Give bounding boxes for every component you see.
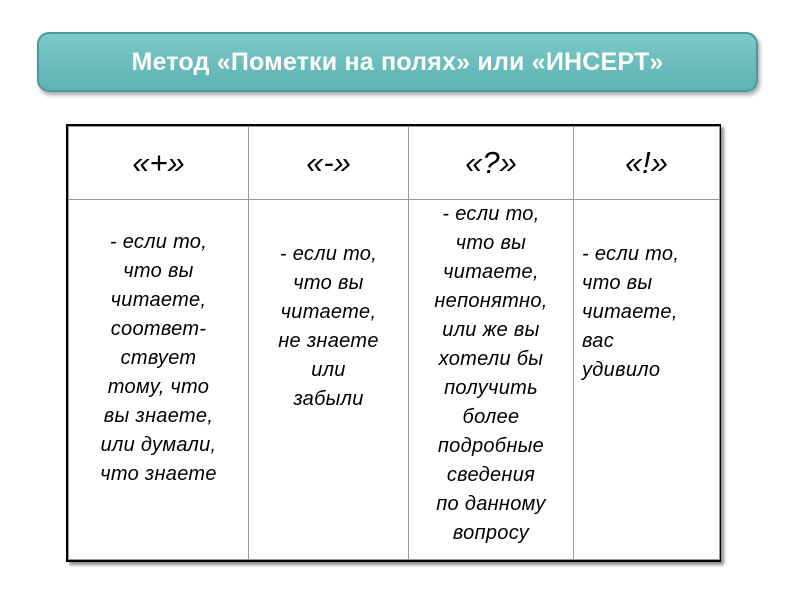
cell-line: читаете,	[280, 301, 377, 323]
cell-line: читаете,	[582, 301, 678, 323]
header-question: «?»	[409, 127, 574, 200]
cell-line: соответ-	[110, 318, 207, 340]
cell-line: подробные	[437, 435, 545, 457]
cell-plus	[69, 200, 249, 560]
cell-line: или же вы	[442, 319, 540, 341]
cell-line: читаете,	[110, 289, 207, 311]
table-header-row	[69, 127, 720, 200]
cell-line: что вы	[293, 272, 364, 294]
cell-minus	[249, 200, 409, 560]
cell-line: что вы	[455, 232, 527, 254]
cell-line: получить	[444, 377, 538, 399]
cell-line: непонятно,	[434, 290, 548, 312]
cell-line: или	[311, 359, 346, 381]
cell-exclamation	[574, 200, 720, 560]
cell-line: читаете,	[443, 261, 539, 283]
cell-line: что вы	[123, 260, 194, 282]
title-banner	[37, 32, 758, 92]
cell-line: вы знаете,	[103, 405, 214, 427]
insert-table	[66, 124, 721, 562]
cell-line: - если то,	[279, 243, 378, 265]
cell-line: не знаете	[278, 330, 379, 352]
cell-line: вас	[582, 330, 615, 352]
cell-line: по данному	[436, 493, 546, 515]
cell-line: - если то,	[442, 203, 540, 225]
header-exclamation: «!»	[574, 127, 720, 200]
table-body-row	[69, 200, 720, 560]
cell-line: что знаете	[100, 463, 217, 485]
header-plus: «+»	[69, 127, 249, 200]
cell-line: вопросу	[452, 522, 530, 544]
cell-line: ствует	[120, 347, 197, 369]
cell-line: сведения	[446, 464, 536, 486]
cell-line: более	[462, 406, 520, 428]
cell-question	[409, 200, 574, 560]
insert-table-grid	[68, 126, 720, 560]
cell-line: - если то,	[109, 231, 208, 253]
cell-line: тому, что	[107, 376, 210, 398]
cell-line: или думали,	[100, 434, 217, 456]
cell-line: - если то,	[582, 243, 680, 265]
header-minus: «-»	[249, 127, 409, 200]
cell-line: удивило	[582, 359, 661, 381]
cell-line: что вы	[582, 272, 653, 294]
slide-title: Метод «Пометки на полях» или «ИНСЕРТ»	[131, 47, 664, 76]
cell-line: забыли	[293, 388, 364, 410]
cell-line: хотели бы	[438, 348, 544, 370]
